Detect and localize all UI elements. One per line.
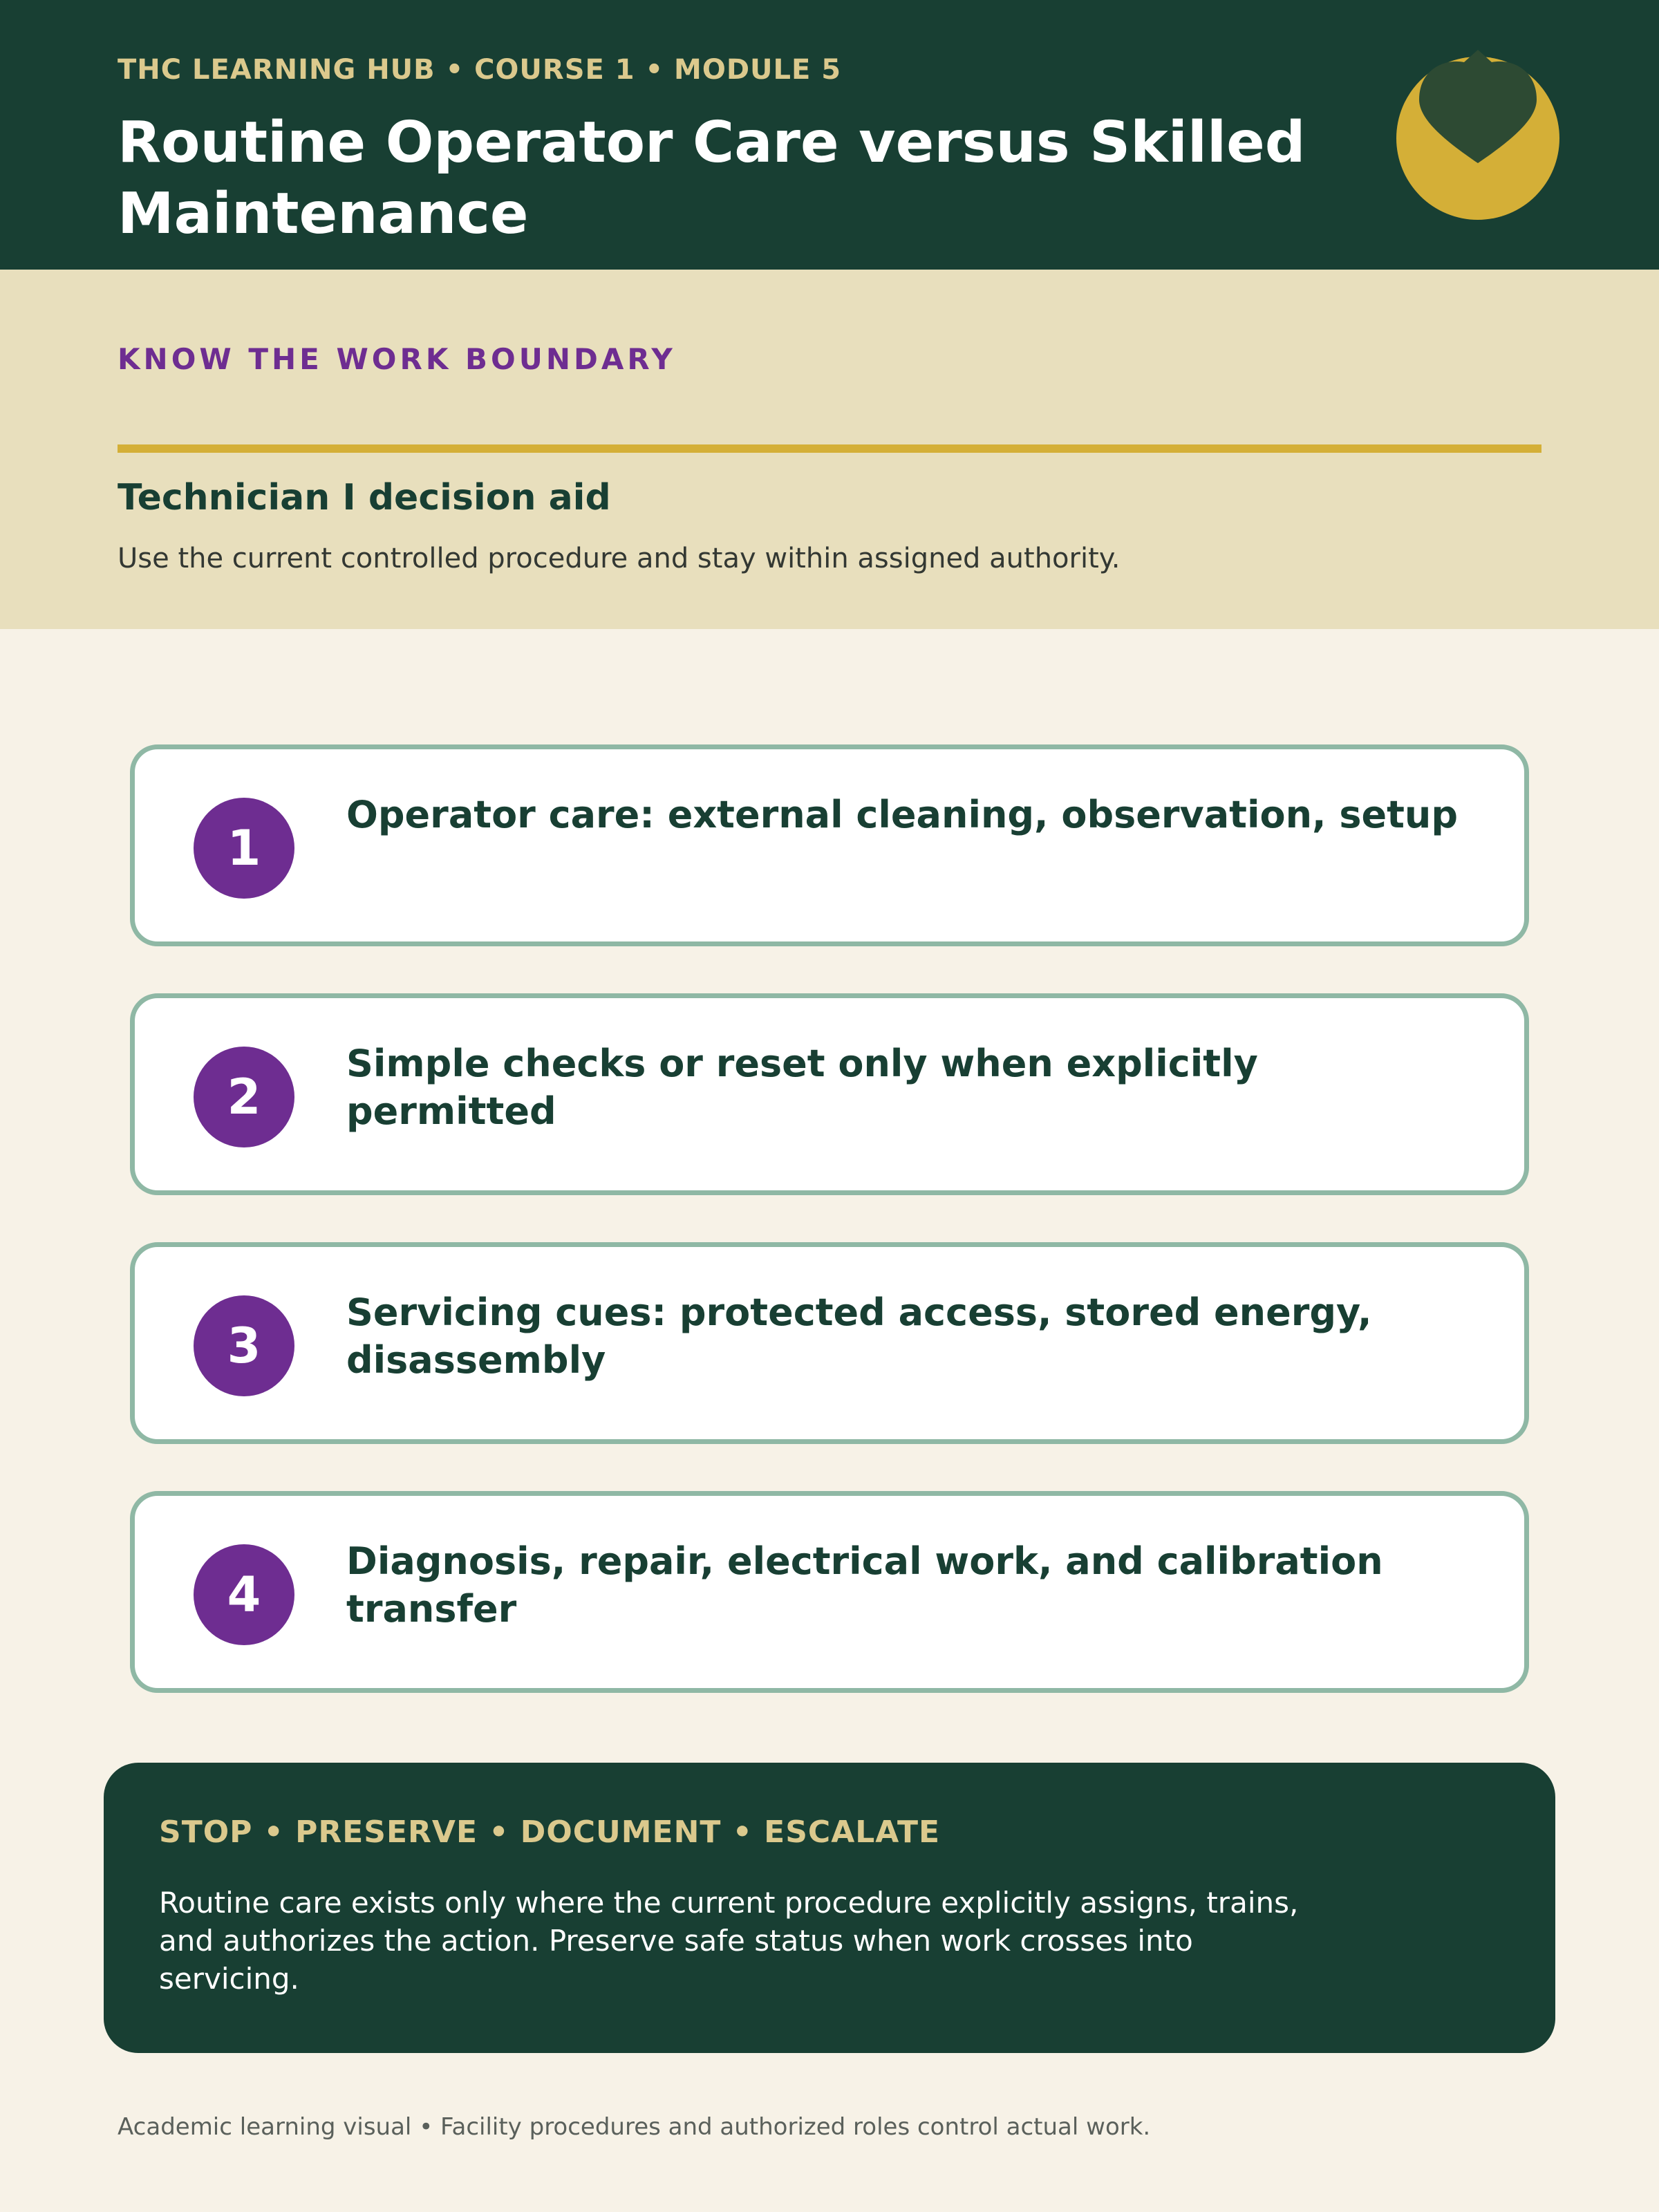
thc-crest-icon xyxy=(1395,50,1561,221)
step-text: Operator care: external cleaning, observation, setup xyxy=(346,793,1459,836)
callout-text: Routine care exists only where the current procedure explicitly assigns, trains, and authorizes the action. Preserve safe status when work crosses into servicing. xyxy=(159,1886,1299,1996)
section-eyebrow: KNOW THE WORK BOUNDARY xyxy=(118,342,676,376)
step-card xyxy=(130,744,1529,946)
page-title: Routine Operator Care versus Skilled Maintenance xyxy=(118,110,1306,247)
step-card xyxy=(130,1491,1529,1693)
step-number-badge: 1 xyxy=(194,798,294,899)
step-number-badge: 2 xyxy=(194,1047,294,1147)
decision-aid-description: Use the current controlled procedure and stay within assigned authority. xyxy=(118,543,1121,574)
footer-note: Academic learning visual • Facility procedures and authorized roles control actual work. xyxy=(118,2113,1151,2141)
step-card xyxy=(130,1242,1529,1444)
step-text: Diagnosis, repair, electrical work, and calibration transfer xyxy=(346,1539,1383,1631)
course-breadcrumb: THC LEARNING HUB • COURSE 1 • MODULE 5 xyxy=(118,54,842,86)
callout-title: STOP • PRESERVE • DOCUMENT • ESCALATE xyxy=(159,1815,941,1850)
gold-divider xyxy=(118,444,1541,453)
step-number-badge: 4 xyxy=(194,1544,294,1645)
decision-aid-heading: Technician I decision aid xyxy=(118,477,611,518)
step-number-badge: 3 xyxy=(194,1295,294,1396)
step-card xyxy=(130,993,1529,1195)
escalation-callout xyxy=(104,1763,1555,2053)
step-text: Simple checks or reset only when explicitly permitted xyxy=(346,1042,1258,1133)
step-text: Servicing cues: protected access, stored energy, disassembly xyxy=(346,1291,1372,1382)
